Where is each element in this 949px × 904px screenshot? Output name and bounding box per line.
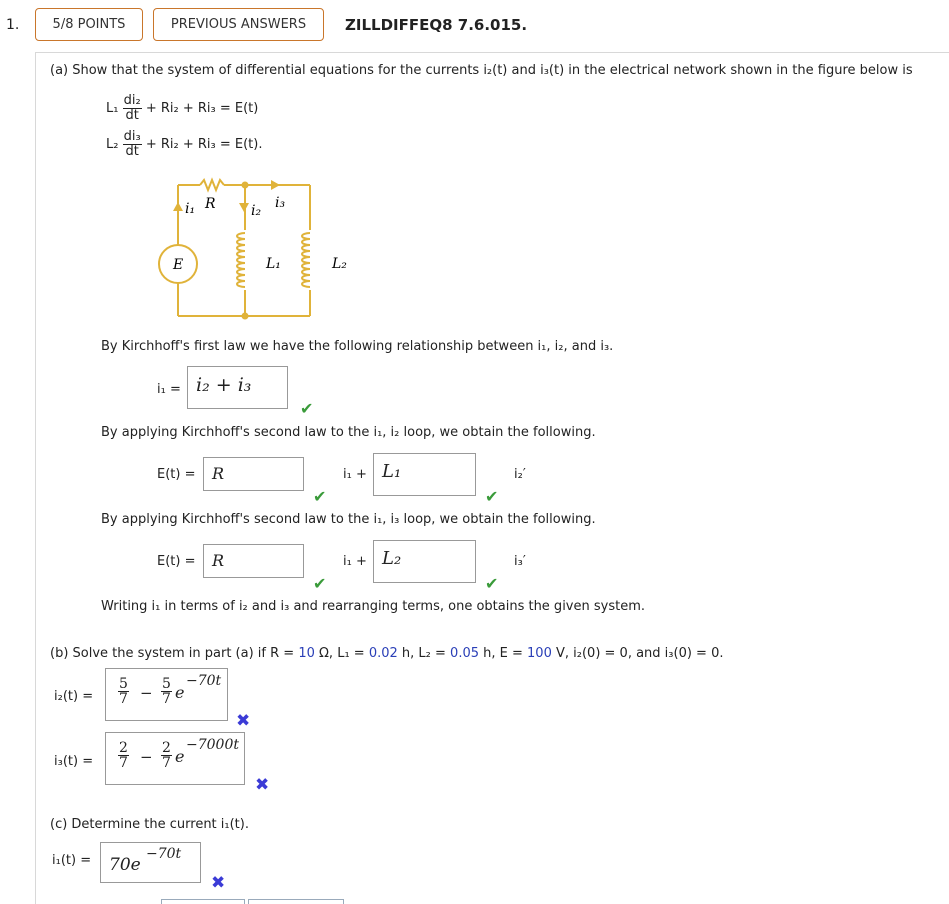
resistor-symbol — [200, 180, 224, 190]
previous-answers-button[interactable]: PREVIOUS ANSWERS — [153, 8, 324, 41]
loop12-lhs: E(t) = — [157, 467, 196, 482]
secondary-button-partial[interactable] — [248, 899, 344, 904]
i3-label: i₃(t) = — [54, 754, 94, 769]
circuit-diagram — [150, 175, 360, 325]
equation-1 — [106, 94, 258, 123]
label-i3: i₃ — [275, 195, 286, 211]
part-c-prompt: (c) Determine the current i₁(t). — [50, 817, 249, 832]
loop13-mid: i₁ + — [343, 554, 367, 569]
kirchhoff1-text: By Kirchhoff's first law we have the following relationship between i₁, i₂, and i₃. — [101, 339, 614, 354]
loop12-r-input[interactable]: R — [203, 457, 304, 491]
eq1-derivative — [123, 94, 142, 123]
loop13-suffix: i₃′ — [514, 554, 526, 569]
loop12-suffix: i₂′ — [514, 467, 526, 482]
eq2-lhs: L₂ — [106, 137, 119, 152]
i3-frac-1 — [118, 741, 129, 770]
i3-arrow-icon — [271, 180, 280, 190]
eq2-den: dt — [125, 144, 139, 159]
check-icon-loop12-r: ✔ — [313, 487, 327, 506]
i3-frac-2 — [161, 741, 172, 770]
i1t-answer-input[interactable] — [100, 842, 201, 883]
i2-n2: 5 — [162, 676, 171, 692]
submit-button-partial[interactable] — [161, 899, 245, 904]
eq1-lhs: L₁ — [106, 101, 119, 116]
i1-relationship-input[interactable]: i₂ + i₃ — [187, 366, 288, 409]
given-r-unit: Ω, L₁ = — [319, 646, 365, 661]
i1t-exponent: −70t — [146, 846, 182, 862]
given-l1-unit: h, L₂ = — [401, 646, 446, 661]
eq1-rest: + Ri₂ + Ri₃ = E(t) — [145, 101, 259, 116]
loop12-mid: i₁ + — [343, 467, 367, 482]
i2-n1: 5 — [119, 676, 128, 692]
points-button[interactable]: 5/8 POINTS — [35, 8, 143, 41]
i2-d1: 7 — [119, 691, 128, 707]
i2-base: e — [175, 683, 185, 702]
i3-minus: − — [140, 748, 153, 766]
part-b-prompt-start: (b) Solve the system in part (a) if R = — [50, 646, 295, 661]
label-e: E — [173, 257, 184, 273]
check-icon-i1: ✔ — [300, 399, 314, 418]
given-e-value: 100 — [527, 646, 552, 661]
given-r-value: 10 — [298, 646, 315, 661]
i2-frac-2 — [161, 677, 172, 706]
i3-d2: 7 — [162, 755, 171, 771]
eq2-derivative — [123, 130, 142, 159]
i3-base: e — [175, 747, 185, 766]
i2-d2: 7 — [162, 691, 171, 707]
i2-answer-input[interactable] — [105, 668, 228, 721]
loop13-lhs: E(t) = — [157, 554, 196, 569]
cross-icon-i1t: ✖ — [211, 873, 226, 893]
label-i2: i₂ — [251, 203, 262, 219]
i3-exponent: −7000t — [186, 737, 239, 753]
node-bottom — [242, 313, 249, 320]
given-l2-value: 0.05 — [450, 646, 479, 661]
i1-arrow-icon — [173, 202, 183, 211]
eq1-num: di₂ — [123, 93, 141, 108]
question-id: ZILLDIFFEQ8 7.6.015. — [345, 16, 528, 34]
i3-n1: 2 — [119, 740, 128, 756]
label-l1: L₁ — [266, 256, 281, 272]
i1-label: i₁ = — [157, 382, 181, 397]
check-icon-loop12-l1: ✔ — [485, 487, 499, 506]
i2-exponent: −70t — [186, 673, 222, 689]
i2-minus: − — [140, 684, 153, 702]
part-b-prompt — [50, 646, 723, 661]
eq1-den: dt — [125, 108, 139, 123]
i3-n2: 2 — [162, 740, 171, 756]
part-a-intro: (a) Show that the system of differential equations for the currents i₂(t) and i₃(t) in the electrical network shown in the figure below is — [50, 63, 913, 78]
eq2-rest: + Ri₂ + Ri₃ = E(t). — [145, 137, 263, 152]
label-i1: i₁ — [185, 201, 196, 217]
left-border — [35, 52, 36, 904]
i3-answer-input[interactable] — [105, 732, 245, 785]
loop13-l2-input[interactable]: L₂ — [373, 540, 476, 583]
loop12-text: By applying Kirchhoff's second law to the i₁, i₂ loop, we obtain the following. — [101, 425, 596, 440]
i1t-base: 70e — [109, 855, 141, 875]
given-l2-unit: h, E = — [483, 646, 523, 661]
i3-d1: 7 — [119, 755, 128, 771]
i1t-label: i₁(t) = — [52, 853, 92, 868]
eq2-num: di₃ — [123, 129, 141, 144]
check-icon-loop13-r: ✔ — [313, 574, 327, 593]
label-r: R — [205, 196, 216, 212]
inductor-l1-coil — [237, 233, 245, 287]
cross-icon-i2: ✖ — [236, 711, 251, 731]
divider — [35, 52, 949, 53]
i2-arrow-icon — [239, 203, 249, 212]
loop12-l1-input[interactable]: L₁ — [373, 453, 476, 496]
i2-frac-1 — [118, 677, 129, 706]
check-icon-loop13-l2: ✔ — [485, 574, 499, 593]
question-number: 1. — [6, 17, 20, 33]
given-e-unit: V, i₂(0) = 0, and i₃(0) = 0. — [556, 646, 724, 661]
loop13-text: By applying Kirchhoff's second law to the i₁, i₃ loop, we obtain the following. — [101, 512, 596, 527]
loop13-r-input[interactable]: R — [203, 544, 304, 578]
given-l1-value: 0.02 — [368, 646, 398, 661]
cross-icon-i3: ✖ — [255, 775, 270, 795]
writing-text: Writing i₁ in terms of i₂ and i₃ and rearranging terms, one obtains the given system. — [101, 599, 645, 614]
equation-2 — [106, 130, 262, 159]
label-l2: L₂ — [332, 256, 347, 272]
node-top — [242, 182, 249, 189]
i2-label: i₂(t) = — [54, 689, 94, 704]
inductor-l2-coil — [302, 233, 310, 287]
